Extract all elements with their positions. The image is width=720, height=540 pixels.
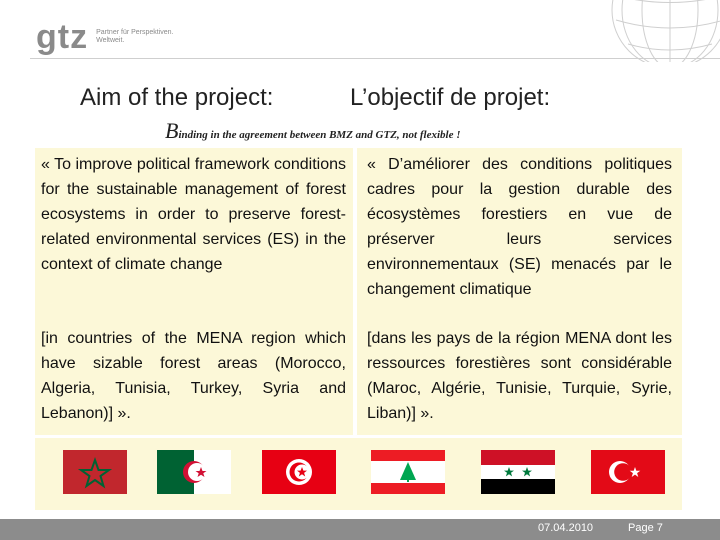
title-french: L’objectif de projet:: [350, 84, 551, 111]
logo-tagline-line-2: Weltweit.: [96, 37, 125, 44]
flags-band: [35, 438, 682, 510]
french-region-text: [dans les pays de la région MENA dont les ressources forestières sont considérable (Maroc, Algérie, Tunisie, Turquie, Syrie, Liban)] ».: [367, 330, 672, 422]
logo-tagline: [96, 29, 176, 45]
subtitle: [165, 118, 460, 144]
gtz-logo: [36, 20, 176, 54]
logo-tagline-line-1: Partner für Perspektiven.: [96, 29, 174, 36]
morocco-flag: [63, 450, 127, 494]
footer-page-number: Page 7: [628, 522, 663, 534]
syria-flag: [481, 450, 555, 494]
turkey-flag: [591, 450, 665, 494]
globe-icon: [600, 0, 720, 62]
logo-wordmark: gtz: [36, 18, 89, 56]
title-english: Aim of the project:: [80, 84, 274, 111]
header-divider: [30, 58, 720, 59]
english-region-text: [in countries of the MENA region which have sizable forest areas (Morocco, Algeria, Tunisia, Turkey, Syria and Lebanon)] ».: [41, 330, 346, 422]
french-aim-text: « D’améliorer des conditions politiques cadres pour la gestion durable des écosystèmes forestiers en vue de préserver leurs services environnementaux (SE) menacés par le changement climatique: [367, 156, 672, 298]
english-aim-text: « To improve political framework conditions for the sustainable management of forest ecosystems in order to preserve forest-related environmental services (ES) in the context of climate change: [41, 156, 346, 273]
footer-date: 07.04.2010: [538, 522, 594, 534]
footer-bar: [0, 519, 720, 540]
lebanon-flag: [371, 450, 445, 494]
tunisia-flag: [262, 450, 336, 494]
algeria-flag: [157, 450, 231, 494]
subtitle-initial: B: [165, 118, 179, 143]
subtitle-text: inding in the agreement between BMZ and GTZ, not flexible !: [178, 129, 461, 141]
